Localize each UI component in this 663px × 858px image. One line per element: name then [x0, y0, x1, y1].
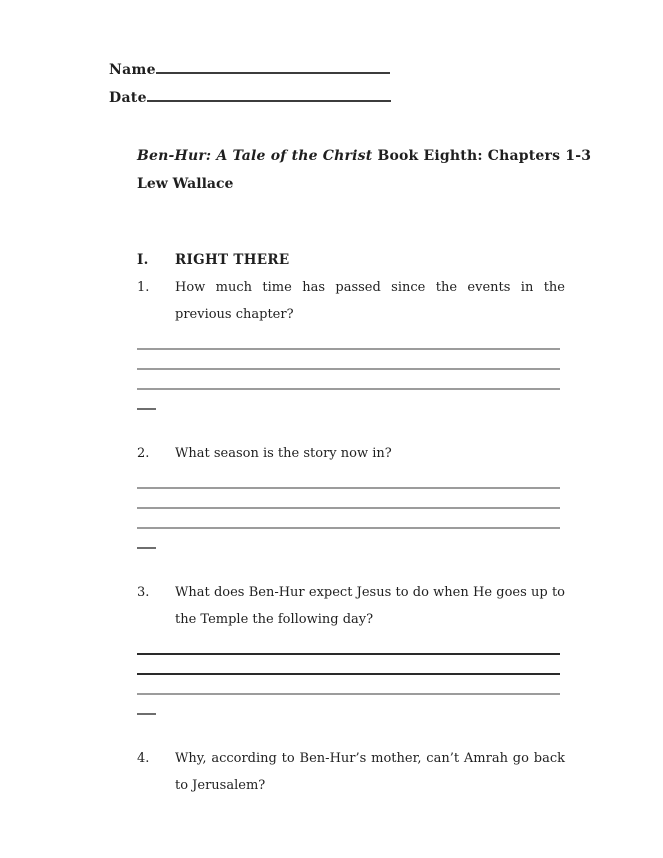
answer-line — [137, 370, 560, 390]
answer-lines — [137, 330, 560, 410]
answer-lines — [137, 469, 560, 549]
question-row — [137, 579, 663, 633]
name-label: Name — [109, 62, 156, 78]
question-number: 2. — [137, 446, 150, 461]
answer-lines — [137, 635, 560, 715]
question-row — [137, 274, 663, 328]
name-blank-line — [156, 72, 390, 74]
question-text: What season is the story now in? — [175, 446, 392, 461]
question-number: 3. — [137, 585, 150, 600]
author-name: Lew Wallace — [137, 176, 234, 192]
question-text: Why, according to Ben-Hur’s mother, can’t Amrah go back to Jerusalem? — [175, 751, 565, 793]
question-text: How much time has passed since the events in the previous chapter? — [175, 280, 565, 322]
header-fields — [109, 56, 663, 112]
question-text: What does Ben-Hur expect Jesus to do when He goes up to the Temple the following day? — [175, 585, 565, 627]
answer-line — [137, 469, 560, 489]
question-list — [137, 274, 663, 799]
answer-line-short — [137, 695, 156, 715]
question-2 — [137, 440, 663, 549]
question-row — [137, 440, 663, 467]
question-row — [137, 745, 663, 799]
question-number: 1. — [137, 280, 150, 295]
section-numeral: I. — [137, 252, 149, 268]
answer-line — [137, 635, 560, 655]
question-3 — [137, 579, 663, 715]
date-field-row — [109, 84, 663, 112]
section-title: RIGHT THERE — [175, 252, 290, 268]
date-label: Date — [109, 90, 147, 106]
book-title: Ben-Hur: A Tale of the Christ — [137, 148, 373, 164]
title-suffix: Book Eighth: Chapters 1-3 — [372, 148, 592, 164]
answer-line — [137, 350, 560, 370]
answer-line — [137, 330, 560, 350]
answer-line — [137, 675, 560, 695]
name-field-row — [109, 56, 663, 84]
question-number: 4. — [137, 751, 150, 766]
document-header — [137, 142, 663, 198]
answer-line — [137, 655, 560, 675]
answer-line — [137, 509, 560, 529]
section-heading — [137, 246, 663, 274]
document-title — [137, 142, 663, 170]
answer-line-short — [137, 390, 156, 410]
date-blank-line — [147, 100, 391, 102]
question-4 — [137, 745, 663, 799]
question-1 — [137, 274, 663, 410]
answer-line — [137, 489, 560, 509]
answer-line-short — [137, 529, 156, 549]
